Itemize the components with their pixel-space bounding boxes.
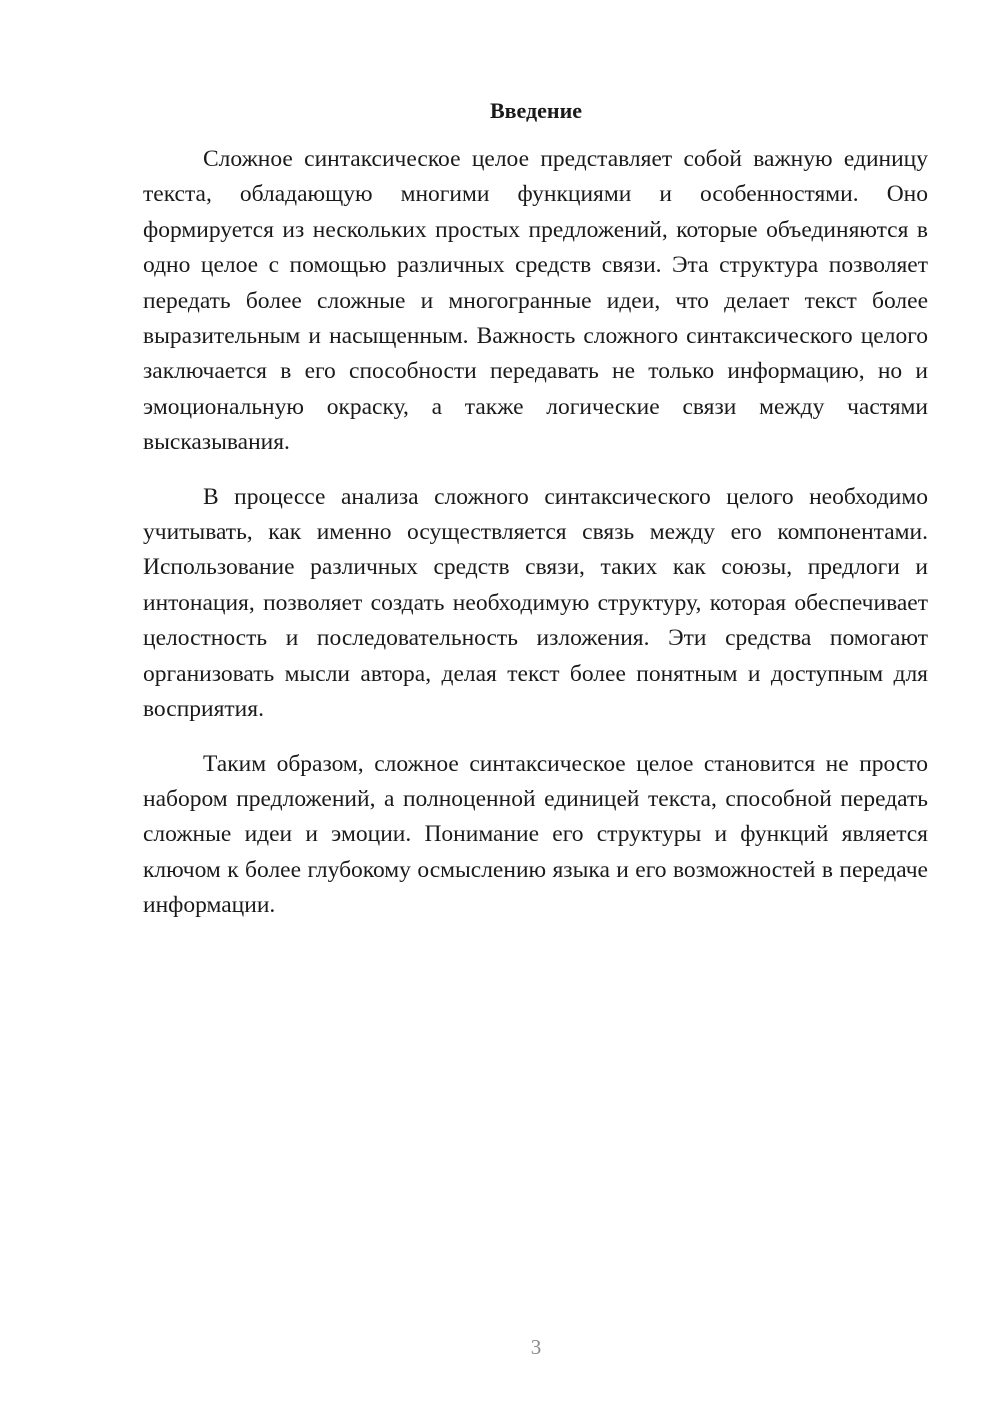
page-number: 3 bbox=[530, 1335, 542, 1359]
paragraph-2: В процессе анализа сложного синтаксического целого необходимо учитывать, как именно осуществляется связь между его компонентами. Использование различных средств связи, таких как союзы, предлоги и интонация, позволяет создать необходимую структуру, которая обеспечивает целостность и последовательность изложения. Эти средства помогают организовать мысли автора, делая текст более понятным и доступным для восприятия. bbox=[143, 483, 928, 723]
paragraph-1: Сложное синтаксическое целое представляет собой важную единицу текста, обладающую многими функциями и особенностями. Оно формируется из нескольких простых предложений, которые объединяются в одно целое с помощью различных средств связи. Эта структура позволяет передать более сложные и многогранные идеи, что делает текст более выразительным и насыщенным. Важность сложного синтаксического целого заключается в его способности передавать не только информацию, но и эмоциональную окраску, а также логические связи между частями высказывания. bbox=[143, 146, 928, 456]
body-text bbox=[143, 142, 928, 924]
section-heading: Введение bbox=[489, 98, 583, 123]
paragraph-3: Таким образом, сложное синтаксическое целое становится не просто набором предложений, а полноценной единицей текста, способной передать сложные идеи и эмоции. Понимание его структуры и функций является ключом к более глубокому осмыслению языка и его возможностей в передаче информации. bbox=[143, 750, 928, 919]
